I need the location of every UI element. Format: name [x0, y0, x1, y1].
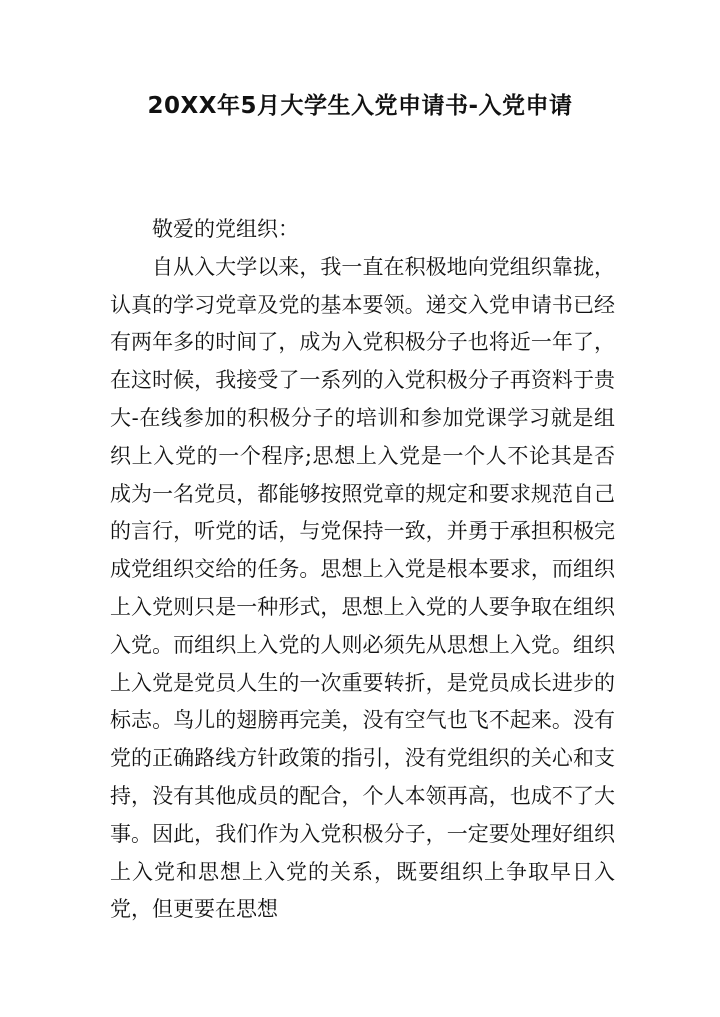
- body-paragraph: 自从入大学以来，我一直在积极地向党组织靠拢，认真的学习党章及党的基本要领。递交入党申请书已经有两年多的时间了，成为入党积极分子也将近一年了，在这时候，我接受了一系列的入党积极分子再资料于贵大-在线参加的积极分子的培训和参加党课学习就是组织上入党的一个程序;思想上入党是一个人不论其是否成为一名党员，都能够按照党章的规定和要求规范自己的言行，听党的话，与党保持一致，并勇于承担积极完成党组织交给的任务。思想上入党是根本要求，而组织上入党则只是一种形式，思想上入党的人要争取在组织入党。而组织上入党的人则必须先从思想上入党。组织上入党是党员人生的一次重要转折，是党员成长进步的标志。鸟儿的翅膀再完美，没有空气也飞不起来。没有党的正确路线方针政策的指引，没有党组织的关心和支持，没有其他成员的配合，个人本领再高，也成不了大事。因此，我们作为入党积极分子，一定要处理好组织上入党和思想上入党的关系，既要组织上争取早日入党，但更要在思想: [110, 254, 615, 922]
- document-title: 20XX年5月大学生入党申请书-入党申请: [147, 93, 573, 119]
- document-body: [110, 211, 615, 929]
- salutation: 敬爱的党组织：: [152, 217, 299, 241]
